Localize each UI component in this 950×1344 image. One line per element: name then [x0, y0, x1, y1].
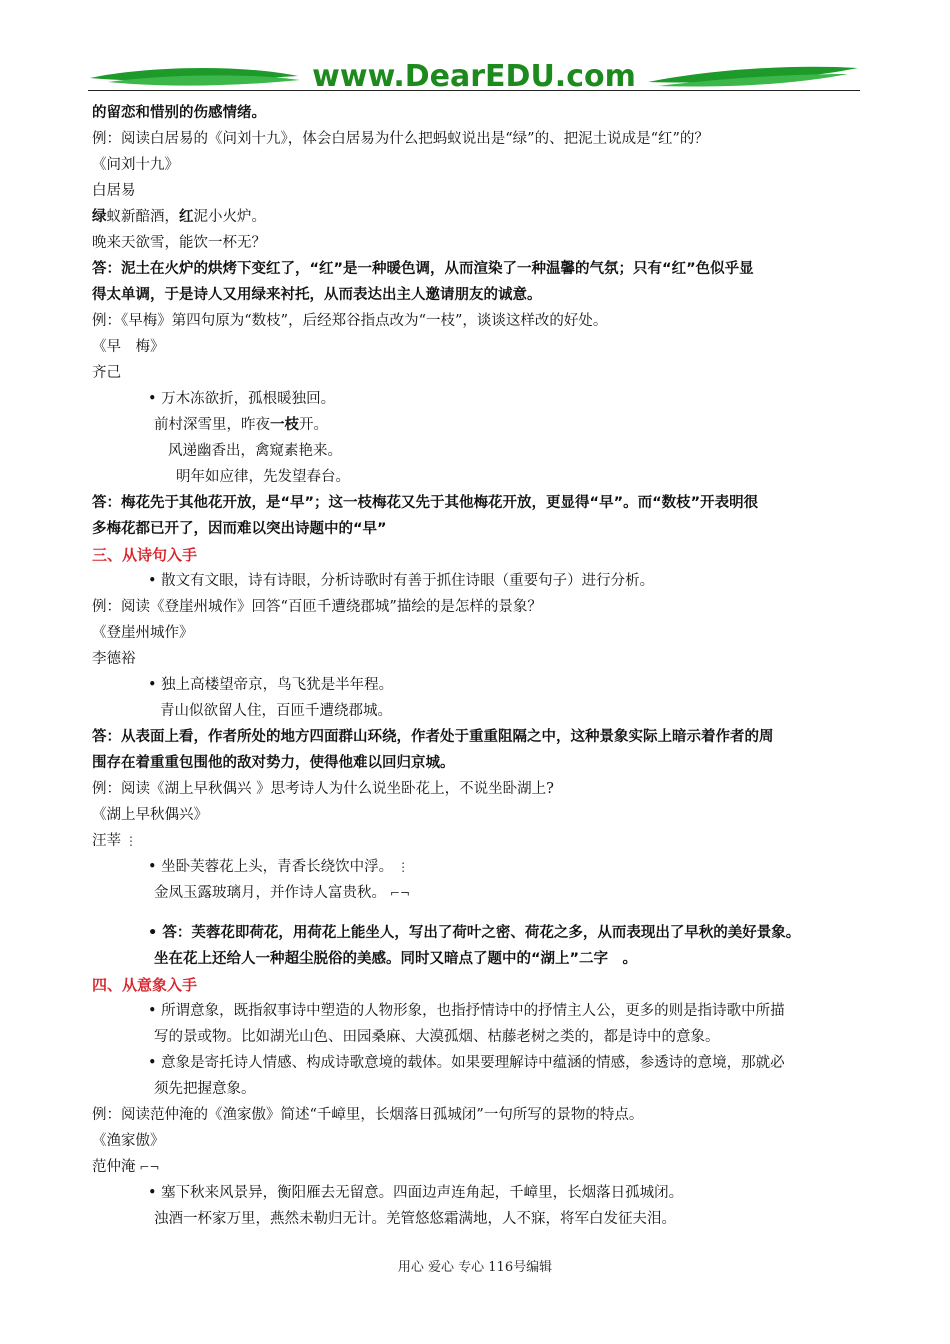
poem-author: [92, 828, 862, 854]
poem-title: 《渔家傲》: [92, 1133, 165, 1149]
text-line: 例：阅读范仲淹的《渔家傲》简述“千嶂里，长烟落日孤城闭”一句所写的景物的特点。: [92, 1107, 644, 1123]
bullet-line: • 散文有文眼，诗有诗眼，分析诗歌时有善于抓住诗眼（重要句子）进行分析。: [148, 573, 655, 589]
poem-author: 齐己: [92, 365, 121, 381]
poem-line: • 塞下秋来风景异，衡阳雁去无留意。四面边声连角起，千嶂里，长烟落日孤城闭。: [148, 1185, 684, 1201]
poem-author: 白居易: [92, 183, 136, 199]
poem-title: 《湖上早秋偶兴》: [92, 807, 208, 823]
answer-line: 坐在花上还给人一种超尘脱俗的美感。同时又暗点了题中的“湖上”二字 。: [154, 951, 638, 967]
text-line: 的留恋和惜别的伤感情绪。: [92, 105, 266, 121]
logo-text: www.DearEDU.com: [312, 59, 636, 94]
poem-line: [92, 854, 862, 880]
poem-title: 《问刘十九》: [92, 157, 179, 173]
highlight-word: 绿: [92, 209, 107, 225]
answer-line: 得太单调，于是诗人又用绿来衬托，从而表达出主人邀请朋友的诚意。: [92, 287, 542, 303]
poem-text: 泥小火炉。: [193, 209, 266, 225]
poem-author: [92, 1154, 862, 1180]
poem-text: 开。: [299, 417, 328, 433]
text-line: 例：《早梅》第四句原为“数枝”，后经郑谷指点改为“一枝”，谈谈这样改的好处。: [92, 313, 608, 329]
poem-line: 风递幽香出，禽窥素艳来。: [168, 443, 342, 459]
poem-line: 明年如应律，先发望春台。: [176, 469, 350, 485]
text-line: 例：阅读白居易的《问刘十九》，体会白居易为什么把蚂蚁说出是“绿”的、把泥土说成是“红”的？: [92, 131, 709, 147]
anchor-mark-icon: ⋮: [397, 860, 410, 874]
section-heading: 四、从意象入手: [92, 976, 198, 994]
anchor-mark-icon: ⋮: [125, 834, 137, 848]
bullet-line: • 所谓意象，既指叙事诗中塑造的人物形象，也指抒情诗中的抒情主人公，更多的则是指诗歌中所描: [148, 1003, 785, 1019]
highlight-word: 红: [179, 209, 194, 225]
poem-title: 《登崖州城作》: [92, 625, 194, 641]
poem-line: [92, 880, 862, 906]
page-footer: 用心 爱心 专心 116号编辑: [397, 1260, 553, 1275]
header-rule: [88, 90, 860, 91]
poem-line: 青山似欲留人住，百匝千遭绕郡城。: [160, 703, 392, 719]
answer-line: 围存在着重重包围他的敌对势力，使得他难以回归京城。: [92, 755, 455, 771]
bullet-line: 须先把握意象。: [154, 1081, 256, 1097]
bracket-mark-icon: ⌐¬: [390, 886, 411, 900]
poem-text: 汪莘: [92, 833, 121, 849]
answer-line: 答：梅花先于其他花开放，是“早”；这一枝梅花又先于其他梅花开放，更显得“早”。而“数枝”开表明很: [92, 495, 759, 511]
document-body: [92, 100, 862, 1232]
poem-line: 晚来天欲雪，能饮一杯无？: [92, 235, 266, 251]
poem-line: [92, 204, 862, 230]
poem-text: 金凤玉露玻璃月，并作诗人富贵秋。: [154, 885, 386, 901]
poem-text: • 坐卧芙蓉花上头，青香长绕饮中浮。: [148, 859, 394, 875]
bracket-mark-icon: ⌐¬: [139, 1160, 160, 1174]
answer-line: 答：泥土在火炉的烘烤下变红了，“红”是一种暖色调，从而渲染了一种温馨的气氛；只有“红”色似乎显: [92, 261, 754, 277]
poem-text: 前村深雪里，昨夜: [154, 417, 270, 433]
bullet-line: • 意象是寄托诗人情感、构成诗歌意境的载体。如果要理解诗中蕴涵的情感，参透诗的意境，那就必: [148, 1055, 785, 1071]
poem-line: 浊酒一杯家万里，燕然未勒归无计。羌管悠悠霜满地，人不寐，将军白发征夫泪。: [154, 1211, 676, 1227]
highlight-word: 一枝: [270, 417, 299, 433]
text-line: 例：阅读《湖上早秋偶兴 》思考诗人为什么说坐卧花上，不说坐卧湖上?: [92, 781, 554, 797]
poem-line: [92, 412, 862, 438]
poem-line: • 万木冻欲折，孤根暖独回。: [148, 391, 336, 407]
answer-line: 答：从表面上看，作者所处的地方四面群山环绕，作者处于重重阻隔之中，这种景象实际上暗示着作者的周: [92, 729, 774, 745]
answer-line: 多梅花都已开了，因而难以突出诗题中的“早”: [92, 521, 387, 537]
poem-author: 李德裕: [92, 651, 136, 667]
section-heading: 三、从诗句入手: [92, 546, 198, 564]
text-line: 例：阅读《登崖州城作》回答“百匝千遭绕郡城”描绘的是怎样的景象？: [92, 599, 542, 615]
bullet-line: 写的景或物。比如湖光山色、田园桑麻、大漠孤烟、枯藤老树之类的，都是诗中的意象。: [154, 1029, 720, 1045]
poem-line: • 独上高楼望帝京，鸟飞犹是半年程。: [148, 677, 394, 693]
answer-line: • 答：芙蓉花即荷花，用荷花上能坐人，写出了荷叶之密、荷花之多，从而表现出了早秋的美好景象。: [148, 925, 801, 941]
poem-title: 《早 梅》: [92, 339, 165, 355]
poem-text: 范仲淹: [92, 1159, 136, 1175]
poem-text: 蚁新醅酒，: [106, 209, 179, 225]
